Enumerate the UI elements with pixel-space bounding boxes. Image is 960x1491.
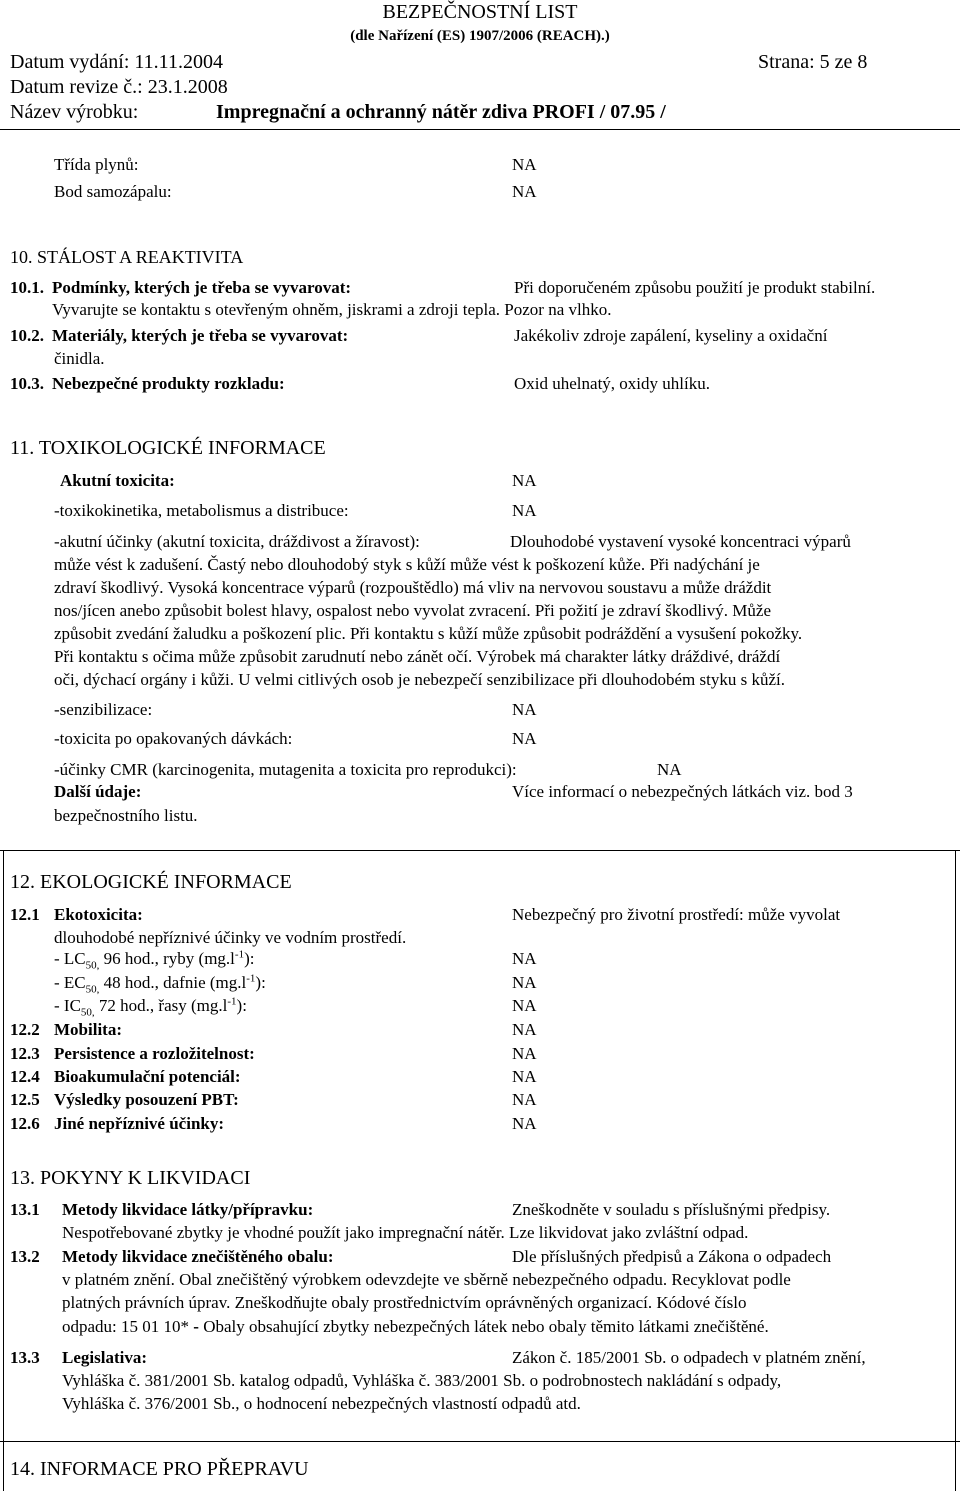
s13-c-value: Zákon č. 185/2001 Sb. o odpadech v platném znění, xyxy=(512,1348,866,1367)
s10-r2-num: 10.2. xyxy=(10,326,44,345)
s10-r2-continuation: činidla. xyxy=(54,349,105,368)
s13-b-text-line: v platném znění. Obal znečištěný výrobkem odevzdejte ve sběrně nebezpečného odpadu. Recyklovat podle xyxy=(62,1270,791,1289)
ec50-label: - $EC_{50,}$ 48 hod., dafnie $(mg.l^{-1})$: xyxy=(54,972,266,996)
s10-r1-num: 10.1. xyxy=(10,278,44,297)
s13-b-text-line: platných právních úprav. Zneškodňujte obaly prostřednictvím oprávněných organizací. Kódové číslo xyxy=(62,1293,747,1312)
s12-row-label: Mobilita: xyxy=(54,1020,122,1039)
s10-r1-label: Podmínky, kterých je třeba se vyvarovat: xyxy=(52,278,352,297)
s12-row-num: 12.2 xyxy=(10,1020,40,1039)
s12-row-value: NA xyxy=(512,1114,537,1133)
s12-row-value: NA xyxy=(512,1020,537,1039)
other-info-label: Další údaje: xyxy=(54,782,142,801)
acute-effects-text-line: zdraví škodlivý. Vysoká koncentrace výparů (rozpouštědlo) má vliv na nervovou soustavu a může dráždit xyxy=(54,578,772,597)
s13-b-value: Dle příslušných předpisů a Zákona o odpadech xyxy=(512,1247,832,1266)
cmr-effects-label: -účinky CMR (karcinogenita, mutagenita a toxicita pro reprodukci): xyxy=(54,760,517,779)
s12-row-num: 12.4 xyxy=(10,1067,40,1086)
s13-b-num: 13.2 xyxy=(10,1247,40,1266)
repeated-dose-label: -toxicita po opakovaných dávkách: xyxy=(54,729,293,748)
s12-ecotox-label: Ekotoxicita: xyxy=(54,905,143,924)
s12-row-label: Jiné nepříznivé účinky: xyxy=(54,1114,225,1133)
ic50-value: NA xyxy=(512,996,537,1015)
section-12-heading: 12. EKOLOGICKÉ INFORMACE xyxy=(10,871,292,893)
s13-b-text-line-last: odpadu: 15 01 10* - Obaly obsahující zbytky nebezpečných látek nebo obaly těmito látkami znečištěné. xyxy=(62,1317,769,1336)
acute-toxicity-label: Akutní toxicita: xyxy=(60,471,175,490)
gas-class-value: NA xyxy=(512,155,537,174)
product-label: Název výrobku: xyxy=(10,101,139,123)
product-name: Impregnační a ochranný nátěr zdiva PROFI / 07.95 / xyxy=(216,101,666,123)
ignition-label: Bod samozápalu: xyxy=(54,182,172,201)
s13-c-num: 13.3 xyxy=(10,1348,40,1367)
right-border xyxy=(955,850,956,1491)
s10-r1-continuation: Vyvarujte se kontaktu s otevřeným ohněm, jiskrami a zdroji tepla. Pozor na vlhko. xyxy=(52,300,612,319)
s12-ecotox-continuation: dlouhodobé nepříznivé účinky ve vodním prostředí. xyxy=(54,928,407,947)
s12-row-label: Persistence a rozložitelnost: xyxy=(54,1044,255,1063)
s10-r3-label: Nebezpečné produkty rozkladu: xyxy=(52,374,285,393)
s13-a-continuation: Nespotřebované zbytky je vhodné použít jako impregnační nátěr. Lze likvidovat jako zvláštní odpad. xyxy=(62,1223,749,1242)
s12-row-label: Bioakumulační potenciál: xyxy=(54,1067,241,1086)
s12-row-value: NA xyxy=(512,1044,537,1063)
acute-effects-text-line: nos/jícen anebo způsobit bolest hlavy, ospalost nebo vyvolat zvracení. Při požití je zdraví škodlivý. Může xyxy=(54,601,771,620)
acute-effects-text-line: oči, dýchací orgány i kůži. U velmi citlivých osob je nebezpečí senzibilizace při dlouhodobém styku s kůží. xyxy=(54,670,785,689)
s13-c-text-line: Vyhláška č. 376/2001 Sb., o hodnocení nebezpečných vlastností odpadů atd. xyxy=(62,1394,581,1413)
acute-effects-value: Dlouhodobé vystavení vysoké koncentraci výparů xyxy=(510,532,851,551)
section-14-top-rule xyxy=(0,1441,960,1442)
section-10-heading: 10. STÁLOST A REAKTIVITA xyxy=(10,247,244,267)
repeated-dose-value: NA xyxy=(512,729,537,748)
toxicokinetics-value: NA xyxy=(512,501,537,520)
toxicokinetics-label: -toxikokinetika, metabolismus a distribuce: xyxy=(54,501,349,520)
section-14-heading: 14. INFORMACE PRO PŘEPRAVU xyxy=(10,1458,309,1480)
s12-row-num: 12.5 xyxy=(10,1090,40,1109)
s13-c-label: Legislativa: xyxy=(62,1348,147,1367)
s13-c-text-line: Vyhláška č. 381/2001 Sb. katalog odpadů, Vyhláška č. 383/2001 Sb. o podrobnostech nakládání s odpady, xyxy=(62,1371,782,1390)
acute-effects-text-line: Při kontaktu s očima může způsobit zarudnutí nebo zánět očí. Výrobek má charakter látky dráždivé, dráždí xyxy=(54,647,781,666)
lc50-label: - $LC_{50,}$ 96 hod., ryby $(mg.l^{-1})$: xyxy=(54,948,255,972)
acute-effects-label: -akutní účinky (akutní toxicita, dráždivost a žíravost): xyxy=(54,532,420,551)
s12-row-label: Výsledky posouzení PBT: xyxy=(54,1090,239,1109)
cmr-effects-value: NA xyxy=(657,760,682,779)
acute-effects-text-line: může vést k zadušení. Častý nebo dlouhodobý styk s kůží může vést k poškození kůže. Při nadýchání je xyxy=(54,555,760,574)
regulation-reference: (dle Nařízení (ES) 1907/2006 (REACH).) xyxy=(350,28,610,44)
s13-a-label: Metody likvidace látky/přípravku: xyxy=(62,1200,314,1219)
acute-effects-text-line: způsobit zvedání žaludku a poškození plic. Při kontaktu s kůží může způsobit podráždění a vysušení pokožky. xyxy=(54,624,803,643)
issue-date: Datum vydání: 11.11.2004 xyxy=(10,51,223,73)
section-11-heading: 11. TOXIKOLOGICKÉ INFORMACE xyxy=(10,437,326,459)
lc50-value: NA xyxy=(512,949,537,968)
acute-toxicity-value: NA xyxy=(512,471,537,490)
s12-row-num: 12.6 xyxy=(10,1114,40,1133)
revision-date: Datum revize č.: 23.1.2008 xyxy=(10,76,228,98)
s13-a-num: 13.1 xyxy=(10,1200,40,1219)
section-13-heading: 13. POKYNY K LIKVIDACI xyxy=(10,1167,251,1189)
page-number: Strana: 5 ze 8 xyxy=(758,51,868,73)
s10-r2-value: Jakékoliv zdroje zapálení, kyseliny a oxidační xyxy=(514,326,828,345)
s10-r2-label: Materiály, kterých je třeba se vyvarovat: xyxy=(52,326,349,345)
s12-ecotox-num: 12.1 xyxy=(10,905,40,924)
s12-row-value: NA xyxy=(512,1067,537,1086)
other-info-continuation: bezpečnostního listu. xyxy=(54,806,198,825)
s13-a-value: Zneškodněte v souladu s příslušnými předpisy. xyxy=(512,1200,831,1219)
s10-r1-value: Při doporučeném způsobu použití je produkt stabilní. xyxy=(514,278,876,297)
section-12-top-rule xyxy=(0,850,960,851)
s12-ecotox-value: Nebezpečný pro životní prostředí: může vyvolat xyxy=(512,905,841,924)
header-divider xyxy=(0,129,960,130)
s12-row-num: 12.3 xyxy=(10,1044,40,1063)
ignition-value: NA xyxy=(512,182,537,201)
s13-b-label: Metody likvidace znečištěného obalu: xyxy=(62,1247,334,1266)
sensitization-value: NA xyxy=(512,700,537,719)
s12-row-value: NA xyxy=(512,1090,537,1109)
document-title: BEZPEČNOSTNÍ LIST xyxy=(382,1,578,23)
s10-r3-value: Oxid uhelnatý, oxidy uhlíku. xyxy=(514,374,710,393)
sensitization-label: -senzibilizace: xyxy=(54,700,153,719)
left-border xyxy=(3,850,4,1491)
other-info-value: Více informací o nebezpečných látkách viz. bod 3 xyxy=(512,782,853,801)
s10-r3-num: 10.3. xyxy=(10,374,44,393)
ec50-value: NA xyxy=(512,973,537,992)
ic50-label: - $IC_{50,}$ 72 hod., řasy $(mg.l^{-1})$: xyxy=(54,995,247,1019)
gas-class-label: Třída plynů: xyxy=(54,155,139,174)
